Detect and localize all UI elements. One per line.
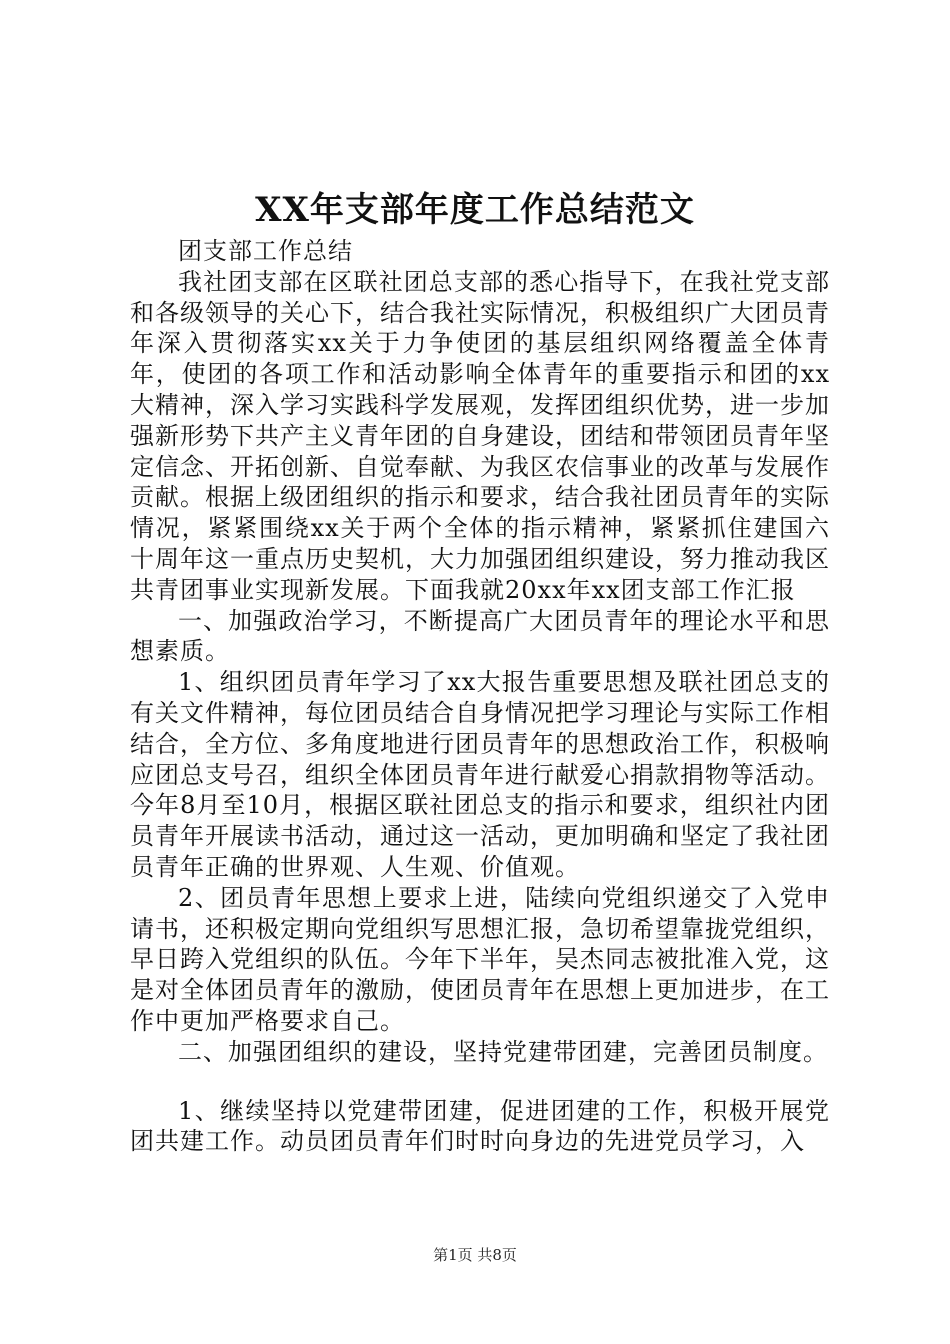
page-number-footer: 第1页 共8页 bbox=[433, 1246, 517, 1264]
paragraph-section-one: 一、加强政治学习，不断提高广大团员青年的理论水平和思想素质。 bbox=[130, 606, 830, 666]
paragraph-heading: 团支部工作总结 bbox=[178, 237, 353, 265]
document-title: XX年支部年度工作总结范文 bbox=[255, 190, 695, 230]
paragraph-section-two: 二、加强团组织的建设，坚持党建带团建，完善团员制度。 bbox=[178, 1037, 828, 1066]
paragraph-section-two-item-1: 1、继续坚持以党建带团建，促进团建的工作，积极开展党团共建工作。动员团员青年们时时向身边的先进党员学习，入 bbox=[130, 1096, 830, 1156]
document-body bbox=[130, 236, 830, 1157]
paragraph-intro: 我社团支部在区联社团总支部的悉心指导下，在我社党支部和各级领导的关心下，结合我社实际情况，积极组织广大团员青年深入贯彻落实xx关于力争使团的基层组织网络覆盖全体青年，使团的各项工作和活动影响全体青年的重要指示和团的xx大精神，深入学习实践科学发展观，发挥团组织优势，进一步加强新形势下共产主义青年团的自身建设，团结和带领团员青年坚定信念、开拓创新、自觉奉献、为我区农信事业的改革与发展作贡献。根据上级团组织的指示和要求，结合我社团员青年的实际情况，紧紧围绕xx关于两个全体的指示精神，紧紧抓住建国六十周年这一重点历史契机，大力加强团组织建设，努力推动我区共青团事业实现新发展。下面我就20xx年xx团支部工作汇报 bbox=[130, 267, 830, 604]
paragraph-item-2: 2、团员青年思想上要求上进，陆续向党组织递交了入党申请书，还积极定期向党组织写思想汇报，急切希望靠拢党组织，早日跨入党组织的队伍。今年下半年，吴杰同志被批准入党，这是对全体团员青年的激励，使团员青年在思想上更加进步，在工作中更加严格要求自己。 bbox=[130, 883, 830, 1035]
paragraph-item-1: 1、组织团员青年学习了xx大报告重要思想及联社团总支的有关文件精神，每位团员结合自身情况把学习理论与实际工作相结合，全方位、多角度地进行团员青年的思想政治工作，积极响应团总支号召，组织全体团员青年进行献爱心捐款捐物等活动。今年8月至10月，根据区联社团总支的指示和要求，组织社内团员青年开展读书活动，通过这一活动，更加明确和坚定了我社团员青年正确的世界观、人生观、价值观。 bbox=[130, 668, 830, 881]
